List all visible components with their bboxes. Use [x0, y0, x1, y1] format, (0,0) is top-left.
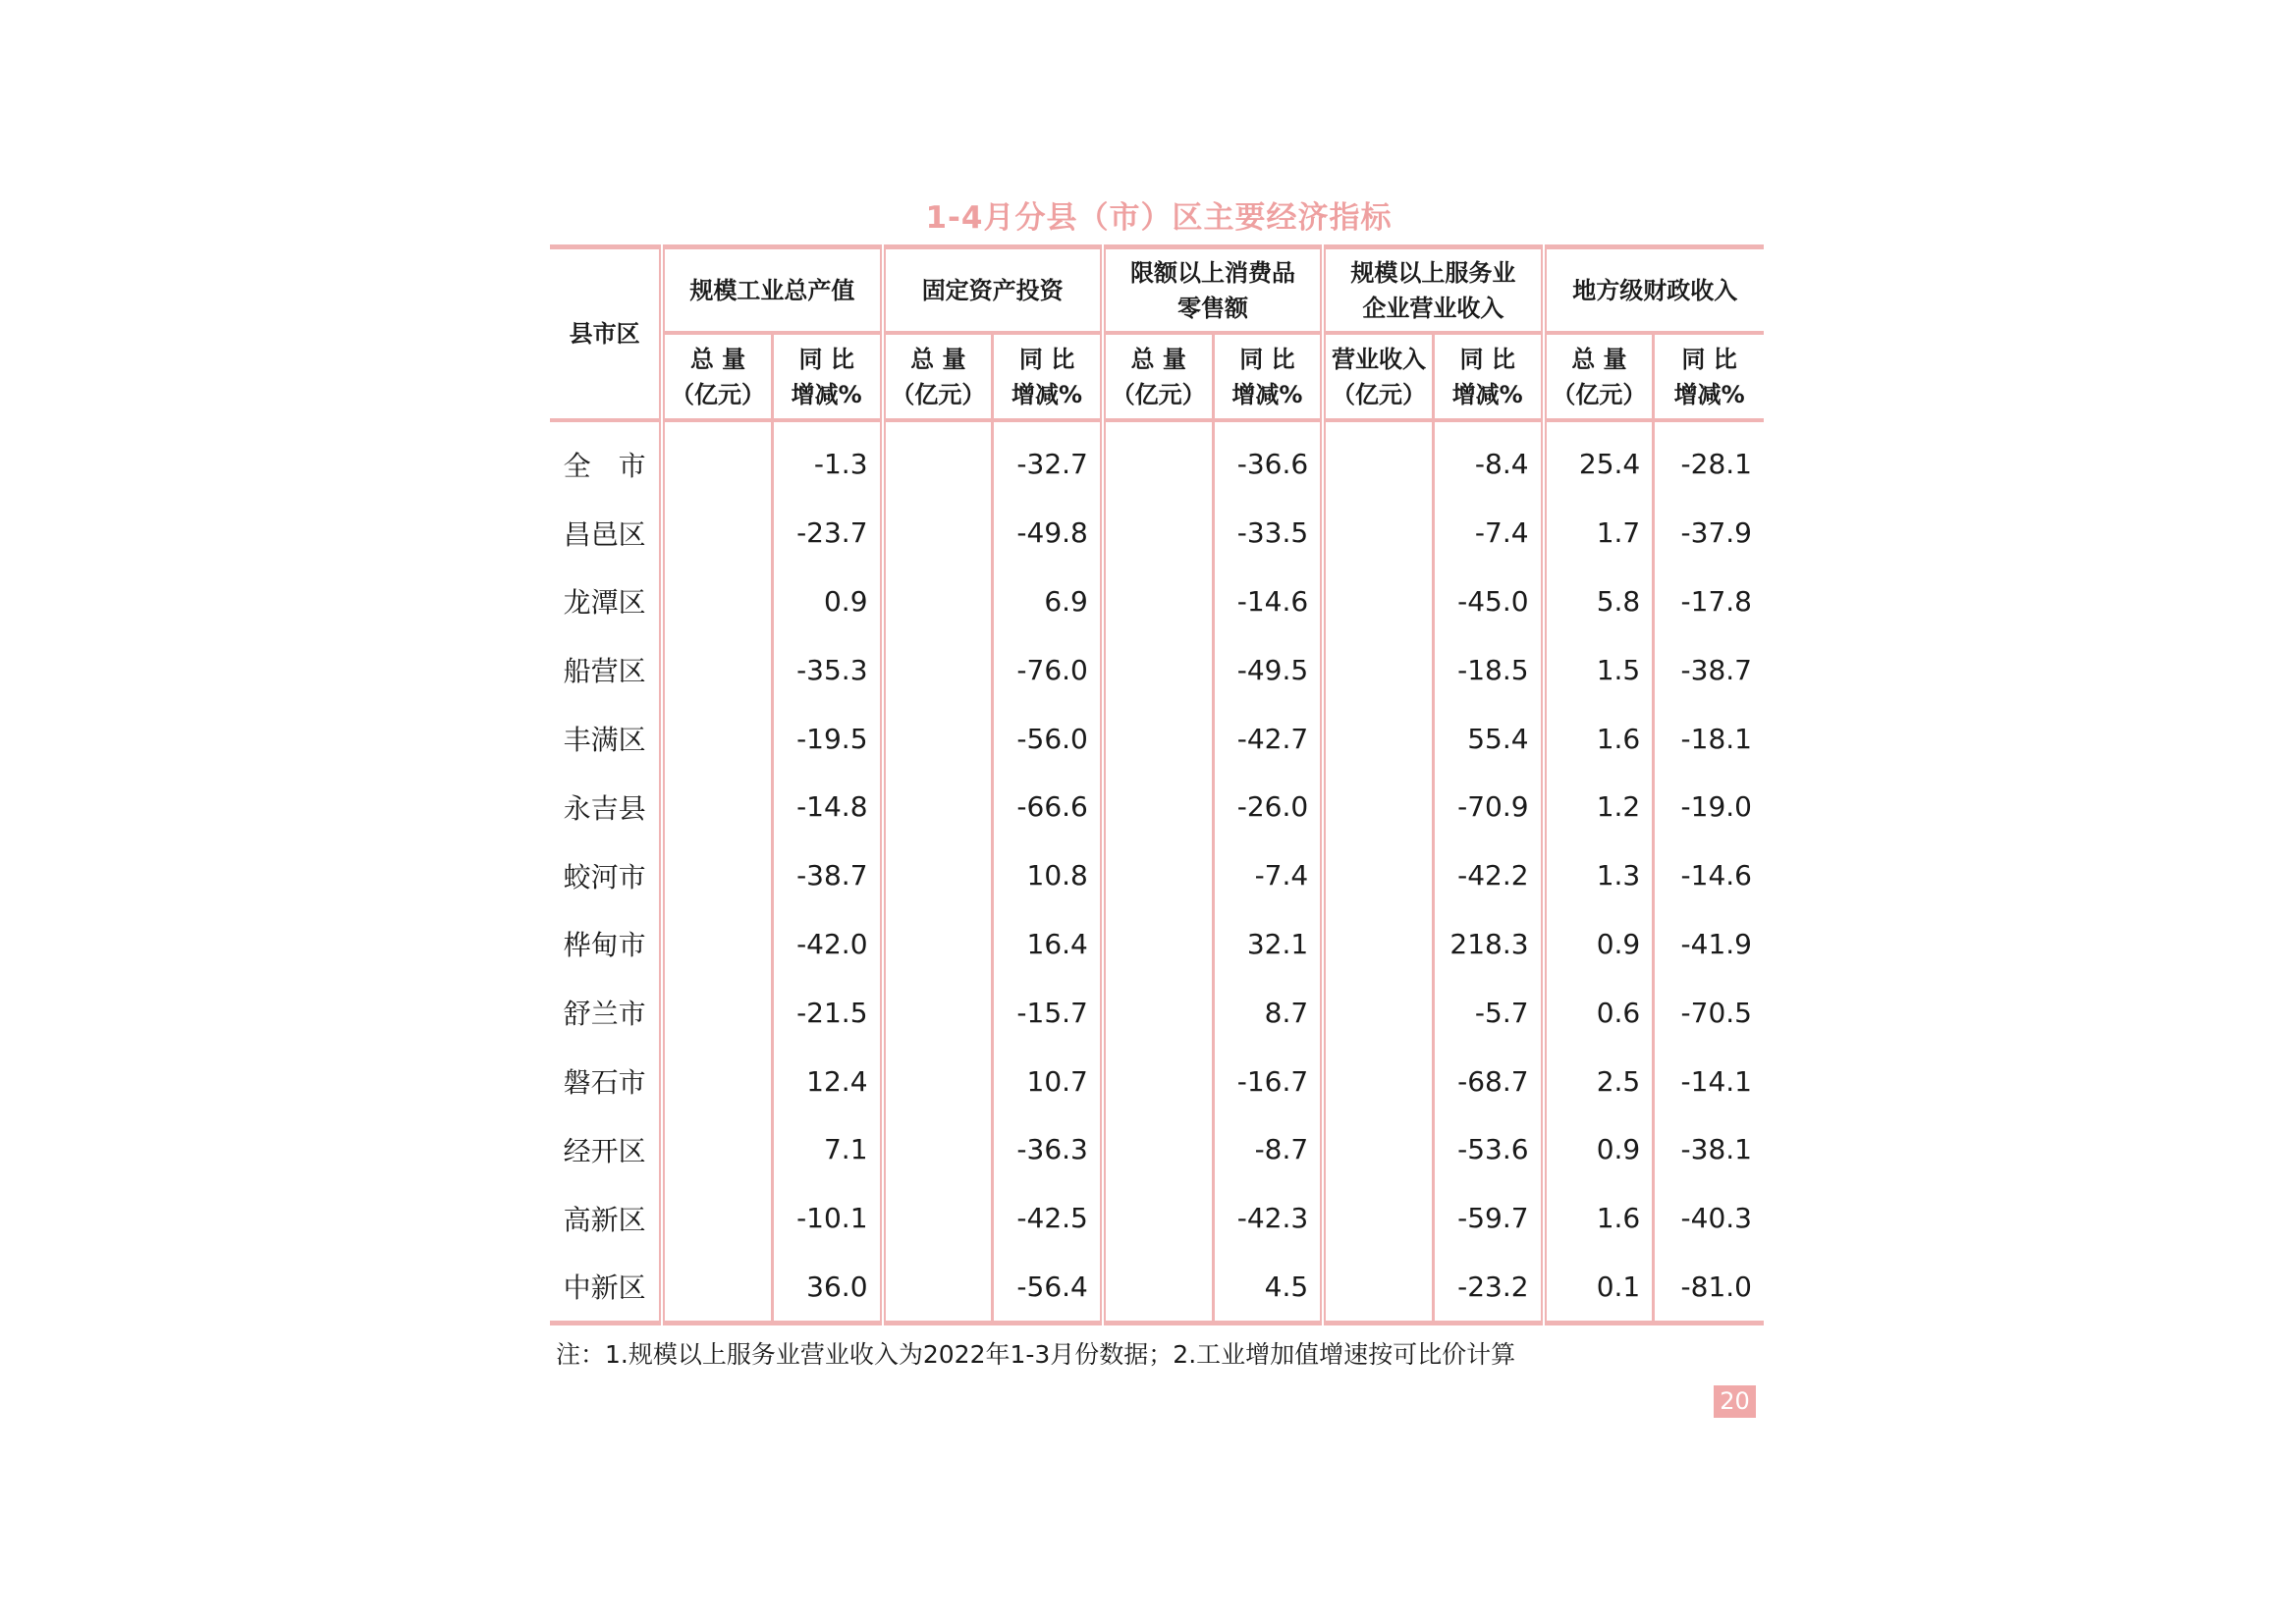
- value-cell: -38.1: [1680, 1133, 1752, 1166]
- indicator-table: [550, 244, 1764, 1325]
- subheader-line: 同 比: [1681, 345, 1737, 373]
- value-cell: -56.4: [993, 1253, 1103, 1324]
- value-cell: [1103, 978, 1213, 1047]
- value-cell: [883, 568, 993, 636]
- footnote: 注：1.规模以上服务业营业收入为2022年1-3月份数据；2.工业增加值增速按可比价计算: [556, 1340, 1516, 1369]
- subheader-yoy: [772, 333, 882, 420]
- region-name-cell: 桦甸市: [550, 910, 662, 979]
- subheader-line: （亿元）: [1111, 380, 1206, 408]
- value-cell: [1323, 1115, 1433, 1184]
- subheader-line: 总 量: [910, 345, 966, 373]
- value-cell: -18.1: [1680, 722, 1752, 755]
- value-cell: [883, 499, 993, 568]
- value-cell: -1.3: [772, 420, 882, 499]
- value-cell: [662, 635, 772, 704]
- table-row: [550, 1253, 1764, 1324]
- region-name-cell: 经开区: [550, 1115, 662, 1184]
- value-cell: -26.0: [1213, 773, 1323, 841]
- value-cell: -28.1: [1680, 448, 1752, 481]
- value-cell: [1323, 1253, 1433, 1324]
- value-cell: -53.6: [1433, 1115, 1543, 1184]
- value-cell: -38.7: [772, 841, 882, 910]
- value-cell: -49.5: [1213, 635, 1323, 704]
- value-cell: [1103, 499, 1213, 568]
- value-cell: 1.5: [1544, 635, 1654, 704]
- value-cell: -15.7: [993, 978, 1103, 1047]
- value-cell: 32.1: [1213, 910, 1323, 979]
- value-cell: -66.6: [993, 773, 1103, 841]
- value-cell: [1323, 568, 1433, 636]
- value-cell: [1103, 420, 1213, 499]
- value-cell: 7.1: [772, 1115, 882, 1184]
- value-cell: [662, 1115, 772, 1184]
- group-header-fixed-investment: [883, 247, 1103, 334]
- value-cell: [1103, 773, 1213, 841]
- value-cell: -49.8: [993, 499, 1103, 568]
- value-cell: -18.5: [1433, 635, 1543, 704]
- value-cell: -45.0: [1433, 568, 1543, 636]
- table-row: [550, 568, 1764, 636]
- value-cell: -23.2: [1433, 1253, 1543, 1324]
- region-name-cell: 丰满区: [550, 704, 662, 773]
- value-cell: 0.9: [1544, 1115, 1654, 1184]
- subheader-total: [1544, 333, 1654, 420]
- value-cell: [883, 1253, 993, 1324]
- table-row: [550, 1115, 1764, 1184]
- value-cell: -81.0: [1654, 1253, 1764, 1324]
- value-cell: [662, 420, 772, 499]
- region-name-cell: 全 市: [550, 420, 662, 499]
- subheader-line: 增减%: [1451, 380, 1523, 408]
- value-cell: -23.7: [772, 499, 882, 568]
- group-header-label-2: 零售额: [1177, 294, 1249, 322]
- subheader-total: [662, 333, 772, 420]
- value-cell: -59.7: [1433, 1184, 1543, 1253]
- value-cell: 0.9: [1544, 910, 1654, 979]
- value-cell: -76.0: [993, 635, 1103, 704]
- subheader-total: [1103, 333, 1213, 420]
- value-cell: [1323, 1184, 1433, 1253]
- table-row: [550, 1047, 1764, 1115]
- table-row: [550, 978, 1764, 1047]
- value-cell: -38.7: [1680, 653, 1752, 686]
- subheader-line: 同 比: [798, 345, 854, 373]
- region-name-cell: 龙潭区: [550, 568, 662, 636]
- value-cell: 1.6: [1544, 704, 1654, 773]
- subheader-total: [883, 333, 993, 420]
- value-cell: 25.4: [1544, 420, 1654, 499]
- value-cell: [1323, 420, 1433, 499]
- value-cell: 10.7: [993, 1047, 1103, 1115]
- indicator-table-wrap: [550, 244, 1764, 1325]
- page-title: 1-4月分县（市）区主要经济指标: [925, 200, 1393, 236]
- value-cell: [883, 704, 993, 773]
- value-cell: [883, 1184, 993, 1253]
- subheader-line: 同 比: [1018, 345, 1075, 373]
- value-cell: 2.5: [1544, 1047, 1654, 1115]
- value-cell: [883, 978, 993, 1047]
- value-cell: -14.1: [1680, 1064, 1752, 1098]
- value-cell: [883, 635, 993, 704]
- header-row-groups: [550, 247, 1764, 334]
- group-header-label-2: 企业营业收入: [1362, 294, 1504, 322]
- region-name-cell: 船营区: [550, 635, 662, 704]
- group-header-service-revenue: [1323, 247, 1543, 334]
- table-row: [550, 841, 1764, 910]
- table-row: [550, 1184, 1764, 1253]
- value-cell: [883, 910, 993, 979]
- subheader-line: 同 比: [1239, 345, 1295, 373]
- page-number-badge: 20: [1714, 1385, 1756, 1418]
- table-row: [550, 910, 1764, 979]
- region-name-cell: 磐石市: [550, 1047, 662, 1115]
- value-cell: 8.7: [1213, 978, 1323, 1047]
- value-cell: -5.7: [1433, 978, 1543, 1047]
- value-cell: -40.3: [1680, 1202, 1752, 1235]
- value-cell: -14.6: [1680, 859, 1752, 893]
- value-cell: [1103, 704, 1213, 773]
- subheader-line: 增减%: [1011, 380, 1083, 408]
- header-row-subcolumns: [550, 333, 1764, 420]
- subheader-line: 营业收入: [1332, 345, 1427, 373]
- value-cell: 4.5: [1213, 1253, 1323, 1324]
- value-cell: 1.3: [1544, 841, 1654, 910]
- value-cell: 1.6: [1544, 1184, 1654, 1253]
- value-cell: -68.7: [1433, 1047, 1543, 1115]
- value-cell: [662, 1047, 772, 1115]
- value-cell: [1103, 841, 1213, 910]
- subheader-revenue: [1323, 333, 1433, 420]
- value-cell: 55.4: [1433, 704, 1543, 773]
- value-cell: -7.4: [1213, 841, 1323, 910]
- value-cell: -14.8: [772, 773, 882, 841]
- value-cell: [662, 568, 772, 636]
- value-cell: [662, 1253, 772, 1324]
- value-cell: 218.3: [1433, 910, 1543, 979]
- value-cell: 6.9: [993, 568, 1103, 636]
- table-row: [550, 499, 1764, 568]
- value-cell: -32.7: [993, 420, 1103, 499]
- value-cell: [1103, 1115, 1213, 1184]
- value-cell: -36.3: [993, 1115, 1103, 1184]
- value-cell: -19.5: [772, 704, 882, 773]
- group-header-fiscal-revenue: [1544, 247, 1764, 334]
- subheader-line: 总 量: [1130, 345, 1186, 373]
- value-cell: -42.0: [772, 910, 882, 979]
- region-name-cell: 永吉县: [550, 773, 662, 841]
- group-header-label: 地方级财政收入: [1572, 276, 1738, 304]
- value-cell: [883, 773, 993, 841]
- table-row: [550, 420, 1764, 499]
- value-cell: -17.8: [1680, 584, 1752, 618]
- value-cell: [883, 1047, 993, 1115]
- value-cell: [1103, 910, 1213, 979]
- table-row: [550, 635, 1764, 704]
- value-cell: [883, 1115, 993, 1184]
- subheader-line: 增减%: [791, 380, 862, 408]
- value-cell: [662, 499, 772, 568]
- value-cell: [662, 910, 772, 979]
- group-header-label: 规模工业总产值: [689, 276, 855, 304]
- value-cell: [1323, 910, 1433, 979]
- value-cell: [1103, 1184, 1213, 1253]
- table-row: [550, 704, 1764, 773]
- table-row: [550, 773, 1764, 841]
- region-name-cell: 舒兰市: [550, 978, 662, 1047]
- value-cell: -19.0: [1680, 790, 1752, 824]
- value-cell: -33.5: [1213, 499, 1323, 568]
- value-cell: -42.5: [993, 1184, 1103, 1253]
- subheader-line: 同 比: [1459, 345, 1515, 373]
- subheader-yoy: [1433, 333, 1543, 420]
- group-header-label: 固定资产投资: [921, 276, 1064, 304]
- value-cell: -8.4: [1433, 420, 1543, 499]
- value-cell: -56.0: [993, 704, 1103, 773]
- value-cell: [662, 1184, 772, 1253]
- value-cell: 16.4: [993, 910, 1103, 979]
- value-cell: [1323, 635, 1433, 704]
- value-cell: [1103, 1047, 1213, 1115]
- region-name-cell: 中新区: [550, 1253, 662, 1324]
- value-cell: [1103, 568, 1213, 636]
- value-cell: [883, 841, 993, 910]
- value-cell: 0.1: [1544, 1253, 1654, 1324]
- value-cell: 10.8: [993, 841, 1103, 910]
- value-cell: [1323, 499, 1433, 568]
- value-cell: [662, 978, 772, 1047]
- value-cell: [1103, 635, 1213, 704]
- group-header-label: 规模以上服务业: [1350, 258, 1516, 287]
- subheader-yoy: [1213, 333, 1323, 420]
- value-cell: -35.3: [772, 635, 882, 704]
- value-cell: [1323, 1047, 1433, 1115]
- subheader-line: （亿元）: [891, 380, 986, 408]
- value-cell: [1323, 978, 1433, 1047]
- value-cell: 0.9: [772, 568, 882, 636]
- subheader-line: 增减%: [1231, 380, 1303, 408]
- value-cell: -42.2: [1433, 841, 1543, 910]
- value-cell: 1.7: [1544, 499, 1654, 568]
- subheader-line: 总 量: [1571, 345, 1627, 373]
- subheader-line: 总 量: [689, 345, 746, 373]
- value-cell: -42.3: [1213, 1184, 1323, 1253]
- subheader-yoy: [993, 333, 1103, 420]
- value-cell: [1103, 1253, 1213, 1324]
- region-name-cell: 高新区: [550, 1184, 662, 1253]
- value-cell: [1323, 841, 1433, 910]
- value-cell: [662, 773, 772, 841]
- value-cell: -8.7: [1213, 1115, 1323, 1184]
- region-name-cell: 蛟河市: [550, 841, 662, 910]
- subheader-line: （亿元）: [671, 380, 765, 408]
- value-cell: -42.7: [1213, 704, 1323, 773]
- value-cell: -14.6: [1213, 568, 1323, 636]
- value-cell: -37.9: [1680, 516, 1752, 550]
- value-cell: [662, 841, 772, 910]
- subheader-line: （亿元）: [1332, 380, 1427, 408]
- value-cell: 0.6: [1544, 978, 1654, 1047]
- value-cell: -10.1: [772, 1184, 882, 1253]
- group-header-retail-sales: [1103, 247, 1323, 334]
- value-cell: 36.0: [772, 1253, 882, 1324]
- value-cell: [1323, 773, 1433, 841]
- table-body: [550, 420, 1764, 1324]
- value-cell: -70.5: [1680, 996, 1752, 1029]
- value-cell: [1323, 704, 1433, 773]
- value-cell: 12.4: [772, 1047, 882, 1115]
- subheader-yoy: [1654, 333, 1764, 420]
- value-cell: -41.9: [1680, 927, 1752, 960]
- value-cell: -16.7: [1213, 1047, 1323, 1115]
- value-cell: -36.6: [1213, 420, 1323, 499]
- region-column-header: 县市区: [550, 247, 662, 421]
- group-header-label: 限额以上消费品: [1130, 258, 1296, 287]
- value-cell: -70.9: [1433, 773, 1543, 841]
- value-cell: -21.5: [772, 978, 882, 1047]
- region-name-cell: 昌邑区: [550, 499, 662, 568]
- value-cell: [662, 704, 772, 773]
- group-header-industrial-output: [662, 247, 882, 334]
- value-cell: [883, 420, 993, 499]
- subheader-line: 增减%: [1673, 380, 1745, 408]
- subheader-line: （亿元）: [1552, 380, 1647, 408]
- value-cell: 5.8: [1544, 568, 1654, 636]
- value-cell: 1.2: [1544, 773, 1654, 841]
- value-cell: -7.4: [1433, 499, 1543, 568]
